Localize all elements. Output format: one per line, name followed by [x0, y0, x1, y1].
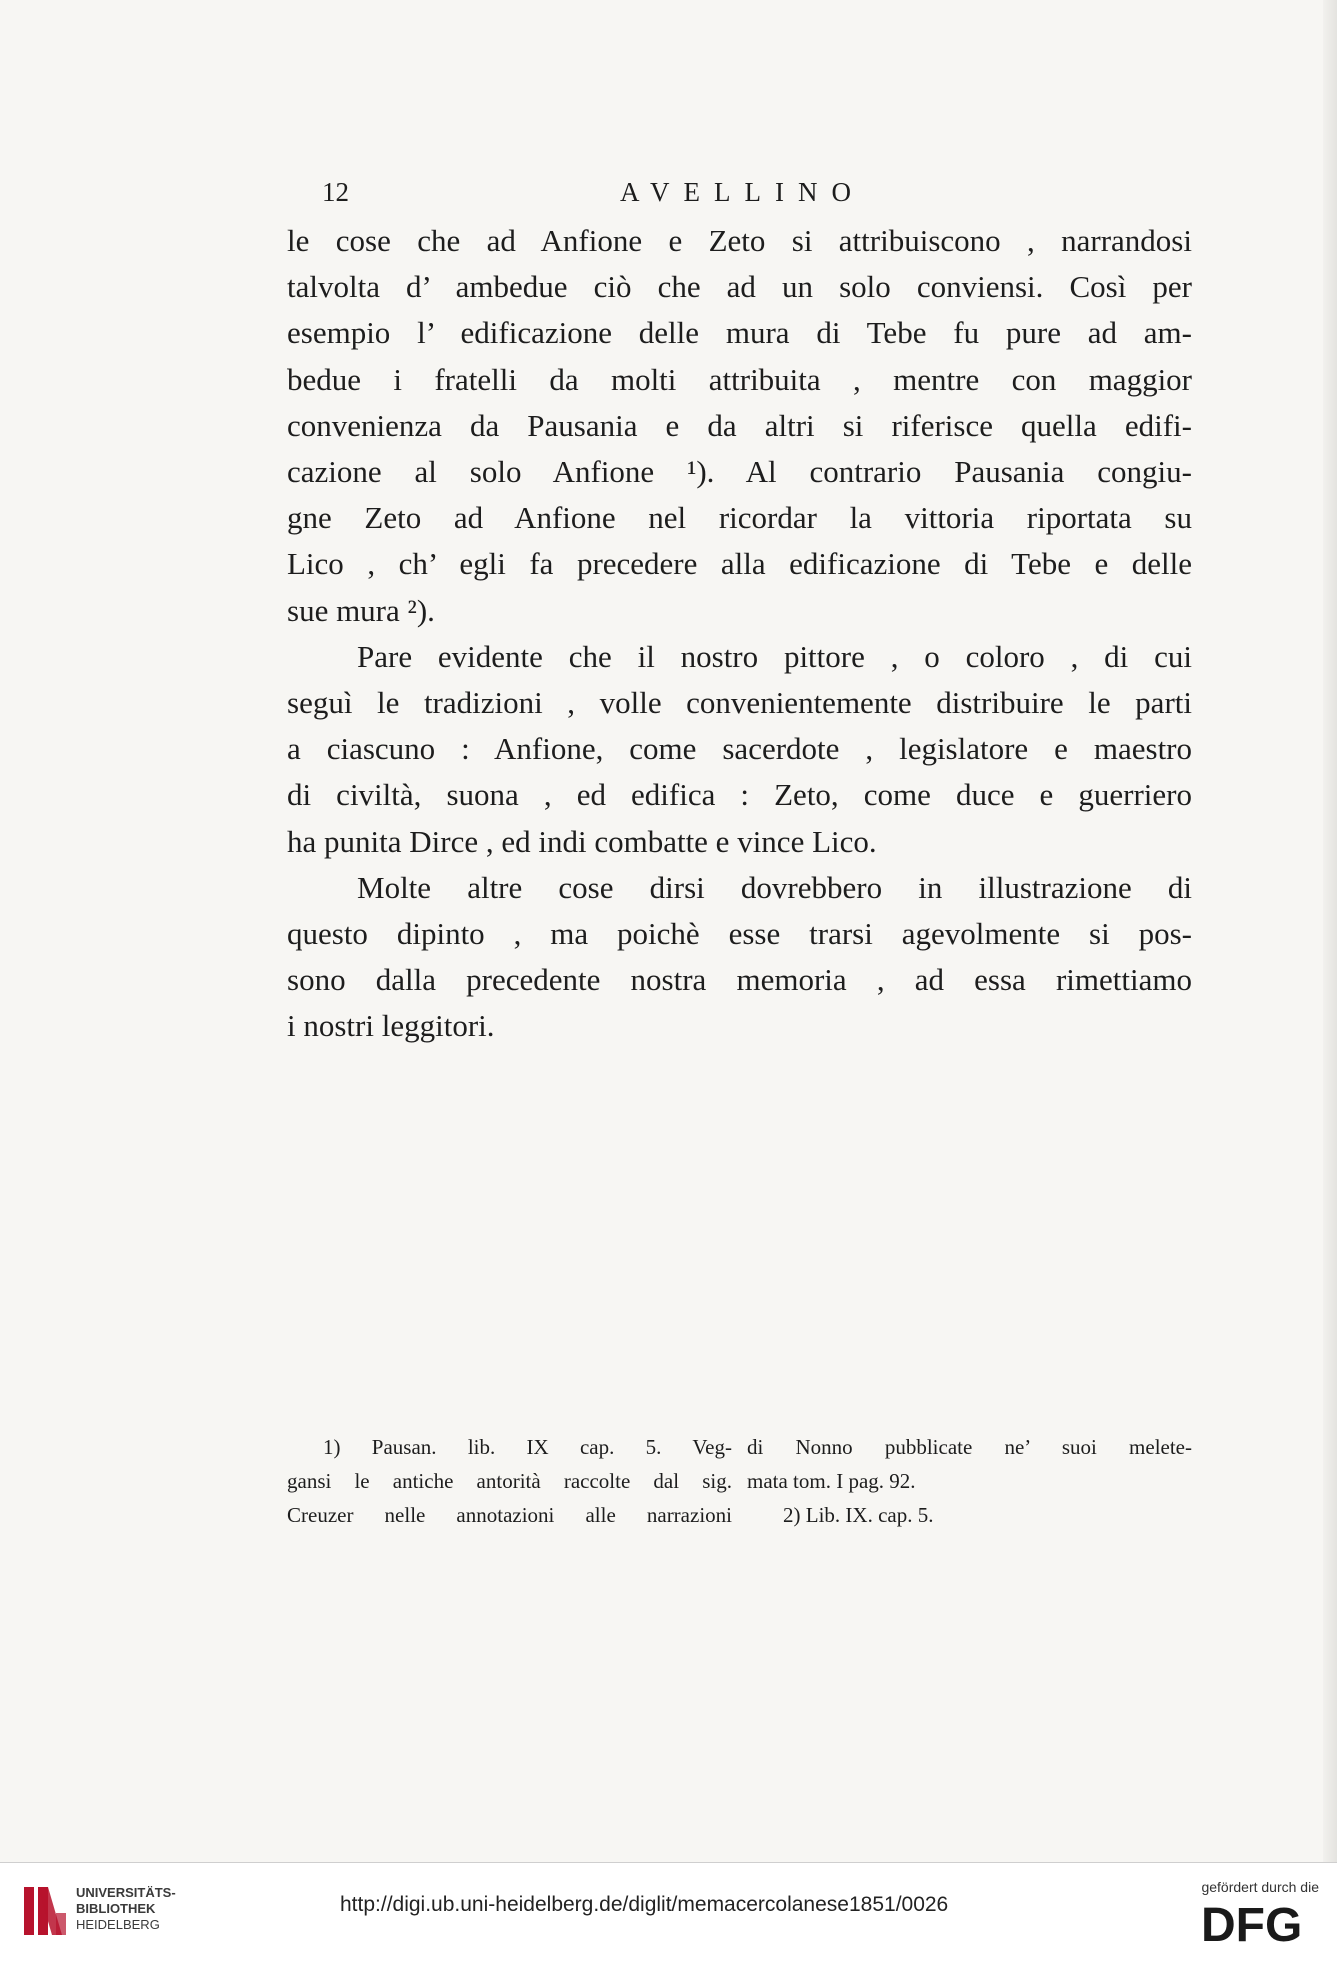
- dfg-logo-text: DFG: [1201, 1899, 1303, 1945]
- footnote-line: gansi le antiche antorità raccolte dal sig.: [287, 1469, 732, 1493]
- source-url-link[interactable]: http://digi.ub.uni-heidelberg.de/diglit/memacercolanese1851/0026: [340, 1893, 949, 1916]
- page-number: 12: [322, 177, 349, 207]
- digitization-footer: [0, 1862, 1337, 1964]
- page-edge: [1323, 0, 1337, 1862]
- footnote-line: Creuzer nelle annotazioni alle narrazioni: [287, 1503, 732, 1527]
- text-line: i nostri leggitori.: [287, 1008, 495, 1044]
- running-title: AVELLINO: [620, 177, 865, 207]
- text-line: Pare evidente che il nostro pittore , o coloro , di cui: [357, 638, 1192, 674]
- paragraph-1: [287, 218, 1192, 634]
- university-library-logo-icon[interactable]: [22, 1883, 68, 1939]
- running-head: [322, 172, 882, 212]
- text-line: convenienza da Pausania e da altri si riferisce quella edifi-: [287, 407, 1192, 443]
- footnotes-left-column: [287, 1430, 732, 1532]
- dfg-logo-icon[interactable]: [1201, 1899, 1319, 1945]
- institution-line: UNIVERSITÄTS-: [76, 1885, 176, 1900]
- text-line: sono dalla precedente nostra memoria , ad essa rimettiamo: [287, 962, 1192, 998]
- institution-name: [76, 1885, 176, 1933]
- text-line: Molte altre cose dirsi dovrebbero in illustrazione di: [357, 869, 1192, 905]
- funding-note: [1179, 1879, 1319, 1945]
- text-line: gne Zeto ad Anfione nel ricordar la vittoria riportata su: [287, 500, 1192, 536]
- institution-line: BIBLIOTHEK: [76, 1901, 156, 1916]
- paragraph-3: [287, 865, 1192, 1050]
- footnote-line: 2) Lib. IX. cap. 5.: [783, 1503, 934, 1527]
- text-line: le cose che ad Anfione e Zeto si attribuiscono , narrandosi: [287, 223, 1192, 258]
- paragraph-2: [287, 634, 1192, 865]
- text-line: Lico , ch’ egli fa precedere alla edificazione di Tebe e delle: [287, 546, 1192, 582]
- text-line: esempio l’ edificazione delle mura di Tebe fu pure ad am-: [287, 315, 1192, 351]
- text-line: bedue i fratelli da molti attribuita , mentre con maggior: [287, 361, 1192, 397]
- footnote-line: mata tom. I pag. 92.: [747, 1469, 916, 1493]
- text-line: di civiltà, suona , ed edifica : Zeto, come duce e guerriero: [287, 777, 1192, 813]
- text-line: talvolta d’ ambedue ciò che ad un solo conviensi. Così per: [287, 269, 1192, 305]
- footnotes-right-column: [747, 1430, 1192, 1532]
- text-line: ha punita Dirce , ed indi combatte e vince Lico.: [287, 823, 877, 859]
- text-line: seguì le tradizioni , volle convenientemente distribuire le parti: [287, 685, 1192, 721]
- institution-line: HEIDELBERG: [76, 1917, 160, 1932]
- text-line: a ciascuno : Anfione, come sacerdote , legislatore e maestro: [287, 731, 1192, 767]
- text-line: cazione al solo Anfione ¹). Al contrario Pausania congiu-: [287, 454, 1192, 490]
- funding-text: gefördert durch die: [1201, 1879, 1319, 1895]
- footnotes: [287, 1430, 1192, 1532]
- body-text: [287, 218, 1192, 1050]
- text-line: sue mura ²).: [287, 592, 435, 628]
- footnote-line: 1) Pausan. lib. IX cap. 5. Veg-: [323, 1435, 732, 1459]
- text-line: questo dipinto , ma poichè esse trarsi agevolmente si pos-: [287, 916, 1192, 952]
- footnote-line: di Nonno pubblicate ne’ suoi melete-: [747, 1435, 1192, 1459]
